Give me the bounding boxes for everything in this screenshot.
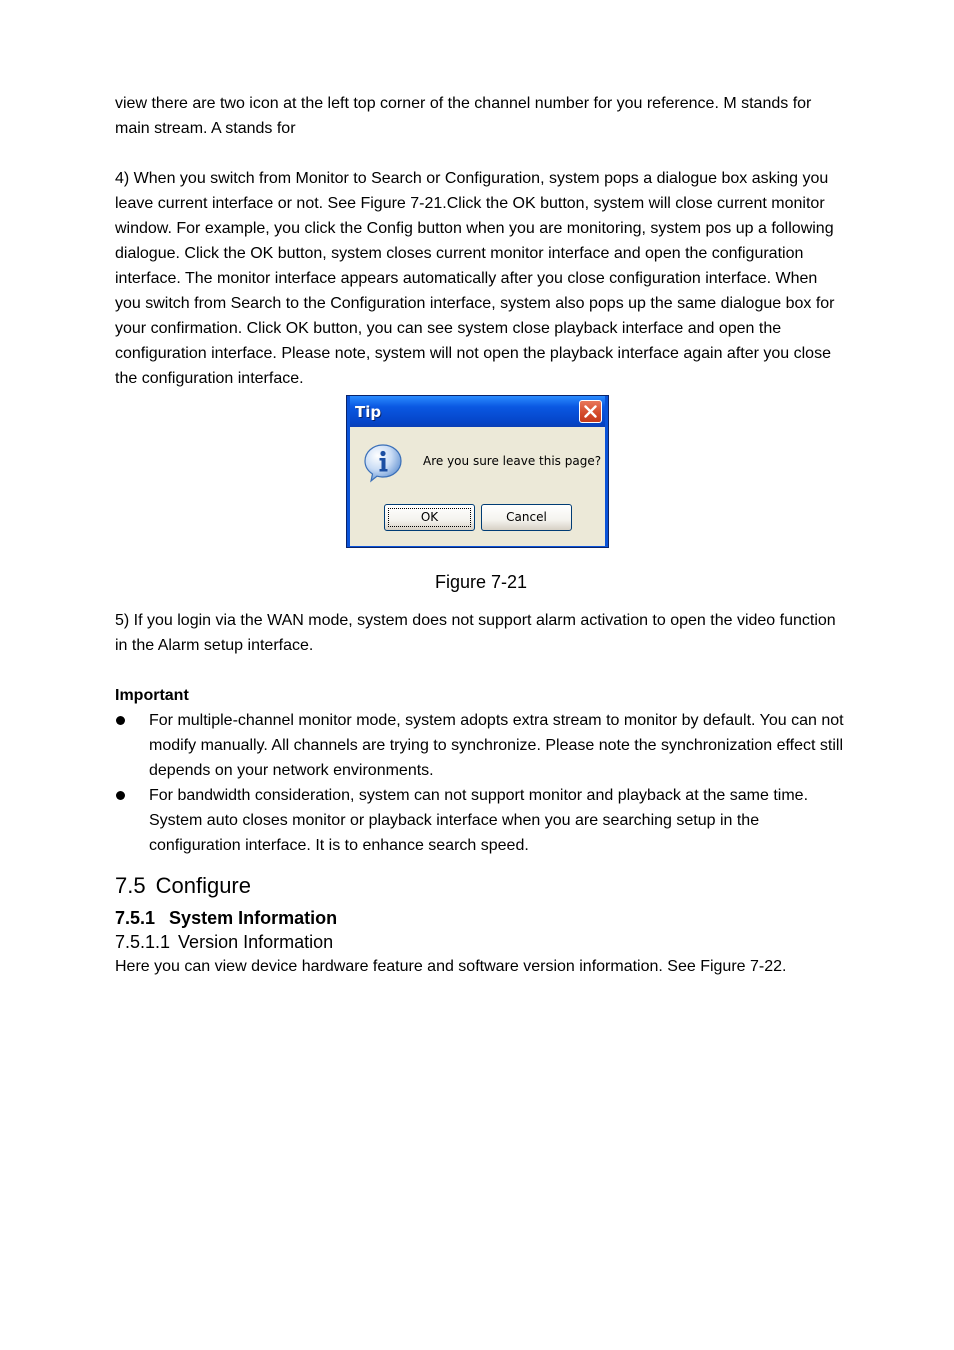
paragraph-wan-note: 5) If you login via the WAN mode, system does not support alarm activation to open the video function in the Alarm setup interface. xyxy=(115,612,836,654)
list-item xyxy=(115,783,847,858)
tip-dialog xyxy=(346,395,609,548)
cancel-button[interactable]: Cancel xyxy=(481,504,572,531)
info-icon xyxy=(364,443,404,483)
section-number: 7.5.1 xyxy=(115,908,156,928)
section-number: 7.5 xyxy=(115,873,146,898)
ok-button[interactable] xyxy=(384,504,475,531)
dialog-title: Tip xyxy=(355,403,382,421)
dialog-titlebar xyxy=(350,396,605,427)
list-item-text: For bandwidth consideration, system can not support monitor and playback at the same time. System auto closes monitor or playback interface when you are searching setup in the configuration interface. It is to enhance search speed. xyxy=(149,787,809,854)
section-heading-system-information xyxy=(115,906,847,930)
list-item-text: For multiple-channel monitor mode, system adopts extra stream to monitor by default. You can not modify manually. All channels are trying to synchronize. Please note the synchronization effect still depends on your network environments. xyxy=(149,712,844,779)
ok-button-label: OK xyxy=(388,508,471,527)
important-heading: Important xyxy=(115,687,189,704)
spacer xyxy=(115,658,847,683)
close-button[interactable] xyxy=(579,400,602,423)
figure-caption: Figure 7-21 xyxy=(434,572,528,592)
paragraph-stream-note: view there are two icon at the left top corner of the channel number for you reference. M stands for main stream. A stands for xyxy=(115,95,812,137)
bullet-icon xyxy=(116,716,125,725)
section-title: Version Information xyxy=(178,932,334,952)
section-title: System Information xyxy=(169,908,338,928)
dialog-body xyxy=(350,427,605,546)
spacer xyxy=(115,141,847,166)
list-item xyxy=(115,708,847,783)
close-icon xyxy=(584,405,597,418)
dialog-message: Are you sure leave this page? xyxy=(423,454,602,468)
document-page xyxy=(115,91,847,979)
section-heading-version-information xyxy=(115,930,847,954)
section-heading-configure xyxy=(115,872,847,900)
section-number: 7.5.1.1 xyxy=(115,932,171,952)
paragraph-switch-note: 4) When you switch from Monitor to Search or Configuration, system pops a dialogue box asking you leave current interface or not. See Figure 7-21.Click the OK button, system will close current monitor window. For example, you click the Config button when you are monitoring, system pos up a following dialogue. Click the OK button, system closes current monitor interface and open the configuration interface. The monitor interface appears automatically after you close configuration interface. When you switch from Search to the Configuration interface, system also pops up the same dialogue box for your confirmation. Click OK button, you can see system close playback interface and open the configuration interface. Please note, system will not open the playback interface again after you close the configuration interface. xyxy=(115,170,835,387)
bullet-icon xyxy=(116,791,125,800)
important-list xyxy=(115,708,847,858)
figure-7-21 xyxy=(115,395,847,563)
paragraph-version-info: Here you can view device hardware feature and software version information. See Figure 7-22. xyxy=(115,958,787,975)
section-title: Configure xyxy=(155,873,251,898)
